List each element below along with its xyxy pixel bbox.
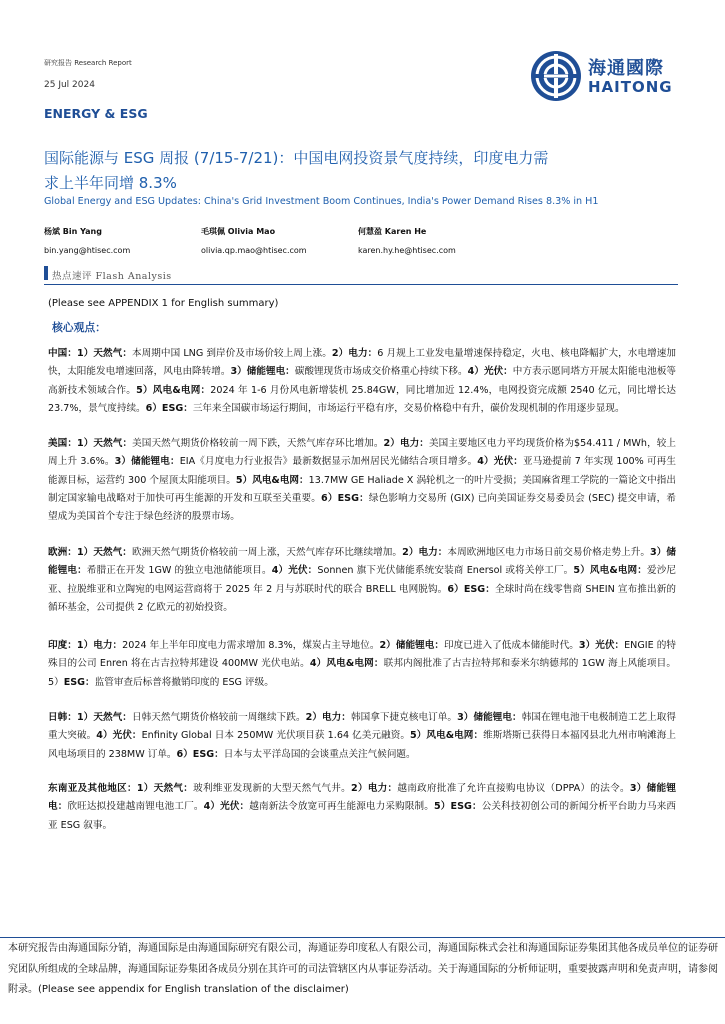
haitong-logo-icon <box>530 50 582 106</box>
section-india <box>48 637 676 692</box>
english-summary-note: (Please see APPENDIX 1 for English summary) <box>48 298 279 309</box>
report-type: 研究报告 Research Report <box>44 59 132 67</box>
section-body: 1）天然气：美国天然气期货价格较前一周下跌，天然气库存环比增加。2）电力：美国主要地区电力平均现货价格为$54.411 / MWh，较上周上升 3.6%。3）储能锂电：EIA《月度电力行业报告》最新数据显示加州居民光储结合项目增多。4）光伏：亚马逊提前 7 年实现 100% 可再生能源目标，运营约 300 个屋顶太阳能项目。5）风电&电网：13.7MW GE Haliade X 涡轮机之一的叶片受损；美国麻省理工学院的一篇论文中指出制定国家输电战略对于加快可再生能源的开发和互联至关重要。6）ESG：绿色影响力交易所 (GIX) 已向美国证券交易委员会 (SEC) 提交申请，希望成为美国首个专注于绿色经济的股票市场。 <box>48 438 677 523</box>
author-email[interactable]: bin.yang@htisec.com <box>44 246 131 255</box>
section-body: 1）天然气：欧洲天然气期货价格较前一周上涨，天然气库存环比继续增加。2）电力：本周欧洲地区电力市场日前交易价格走势上升。3）储能锂电：希腊正在开发 1GW 的独立电池储能项目。4）光伏：Sonnen 旗下光伏储能系统安装商 Enersol 或将关停工厂。5）风电&电网：爱沙尼亚、拉脱维亚和立陶宛的电网运营商将于 2025 年 2 月与苏联时代的联合 BRELL 电网脱钩。6）ESG：全球时尚在线零售商 SHEIN 宣布推出新的循环基金，公司提供 2 亿欧元的初始投资。 <box>48 547 677 613</box>
author-name: 杨斌 Bin Yang <box>44 227 102 236</box>
author-name: 何慧盈 Karen He <box>358 227 427 236</box>
title-en: Global Energy and ESG Updates: China's Grid Investment Boom Continues, India's Power Demand Rises 8.3% in H1 <box>44 196 599 207</box>
logo-text-en: HAITONG <box>588 78 673 96</box>
section-body: 1）天然气：本周期中国 LNG 到岸价及市场价较上周上涨。2）电力：6 月规上工业发电量增速保持稳定，火电、核电降幅扩大，水电增速加快，太阳能发电增速回落，风电由降转增。3）储能锂电：碳酸锂现货市场成交价格重心持续下移。4）光伏：中方表示愿同塔方开展太阳能电池板等高新技术领域合作。5）风电&电网：2024 年 1-6 月份风电新增装机 25.84GW，同比增加近 12.4%，电网投资完成额 2540 亿元，同比增长达 23.7%，景气度持续。6）ESG：三年来全国碳市场运行期间，市场运行平稳有序，交易价格稳中有升，碳价发现机制的作用逐步显现。 <box>48 348 677 414</box>
report-date: 25 Jul 2024 <box>44 80 95 90</box>
logo-text-cn: 海通國際 <box>588 58 664 79</box>
region-label: 印度： <box>48 640 77 651</box>
region-label: 美国： <box>48 438 78 449</box>
section-body: 1）天然气：日韩天然气期货价格较前一周继续下跌。2）电力：韩国拿下捷克核电订单。3）储能锂电：韩国在锂电池干电极制造工艺上取得重大突破。4）光伏：Enfinity Global 日本 250MW 光伏项目获 1.64 亿美元融资。5）风电&电网：维斯塔斯已获得日本福冈县北九州市响滩海上风电场项目的 238MW 订单。6）ESG：日本与太平洋岛国的会谈重点关注气候问题。 <box>48 712 677 760</box>
region-label: 欧洲： <box>48 547 77 558</box>
region-label: 日韩： <box>48 712 77 723</box>
author-email[interactable]: karen.hy.he@htisec.com <box>358 246 456 255</box>
region-label: 中国： <box>48 348 77 359</box>
section-body: 1）电力：2024 年上半年印度电力需求增加 8.3%，煤炭占主导地位。2）储能锂电：印度已进入了低成本储能时代。3）光伏：ENGIE 的特殊目的公司 Enren 将在古吉拉特邦建设 400MW 光伏电站。4）风电&电网：联邦内阁批准了古吉拉特邦和泰米尔纳德邦的 1GW 海上风能项目。5）ESG：监管审查后标普将撤销印度的 ESG 评级。 <box>48 640 677 688</box>
section-europe <box>48 544 676 617</box>
sector-label: ENERGY & ESG <box>44 106 148 121</box>
section-usa <box>48 435 676 526</box>
section-body: 1）天然气：玻利维亚发现新的大型天然气气井。2）电力：越南政府批准了允许直接购电协议（DPPA）的法令。3）储能锂电：欣旺达拟投建越南锂电池工厂。4）光伏：越南新法令放宽可再生能源电力采购限制。5）ESG：公关科技初创公司的新闻分析平台助力马来西亚 ESG 叙事。 <box>48 783 677 831</box>
core-heading: 核心观点： <box>52 321 106 334</box>
flash-analysis-tag: 热点速评 Flash Analysis <box>52 271 172 282</box>
title-cn-line2: 求上半年同增 8.3% <box>44 174 177 192</box>
author-email[interactable]: olivia.qp.mao@htisec.com <box>201 246 307 255</box>
author-name: 毛琪佩 Olivia Mao <box>201 227 276 236</box>
section-china <box>48 345 676 418</box>
footer-divider <box>0 937 725 938</box>
title-cn-line1: 国际能源与 ESG 周报 (7/15-7/21)：中国电网投资景气度持续，印度电力需 <box>44 149 549 167</box>
region-label: 东南亚及其他地区： <box>48 783 137 794</box>
disclaimer-footer: 本研究报告由海通国际分销，海通国际是由海通国际研究有限公司，海通证券印度私人有限公司，海通国际株式会社和海通国际证券集团其他各成员单位的证券研究团队所组成的全球品牌，海通国际证券集团各成员分别在其许可的司法管辖区内从事证券活动。关于海通国际的分析师证明，重要披露声明和免责声明，请参阅附录。(Please see appendix for English translation of the disclaimer) <box>8 943 718 995</box>
section-japan-korea <box>48 709 676 764</box>
section-southeast-asia <box>48 780 676 835</box>
tag-marker <box>44 266 48 280</box>
divider <box>44 284 678 285</box>
